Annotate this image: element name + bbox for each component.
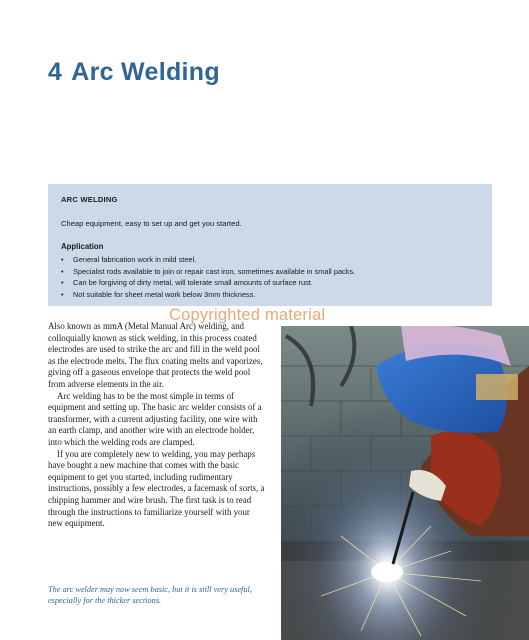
summary-box [48, 184, 492, 306]
application-item-text: Specialist rods available to join or repair cast iron, sometimes available in small packs. [73, 266, 356, 276]
body-paragraph: Also known as mmA (Metal Manual Arc) welding, and colloquially known as stick welding, in this process coated electrodes are used to strike the arc and fill in the weld pool as the electrode melts. The flux coating melts and vaporizes, giving off a gaseous envelope that protects the weld pool from adverse elements in the air. [48, 321, 263, 389]
summary-box-intro: Cheap equipment, easy to set up and get you started. [61, 219, 242, 228]
photo-caption: The arc welder may now seem basic, but it is still very useful, especially for the thicker sections. [48, 585, 252, 605]
application-item [61, 254, 480, 266]
application-list [61, 254, 480, 300]
application-item [61, 289, 480, 301]
bullet-icon: • [61, 289, 64, 299]
summary-box-title: ARC WELDING [61, 195, 118, 204]
application-heading: Application [61, 242, 104, 251]
chapter-number: 4 [48, 58, 63, 86]
copyright-watermark: Copyrighted material [169, 306, 326, 324]
bullet-icon: • [61, 278, 64, 288]
body-text [48, 321, 266, 530]
application-item-text: Can be forgiving of dirty metal, will tolerate small amounts of surface rust. [73, 278, 313, 288]
application-item [61, 277, 480, 289]
bullet-icon: • [61, 266, 64, 276]
body-paragraph: Arc welding has to be the most simple in terms of equipment and setting up. The basic arc welder consists of a transformer, with a current adjusting facility, one wire with an earth clamp, and another wire with an electrode holder, into which the welding rods are clamped. [48, 390, 262, 447]
bullet-icon: • [61, 255, 64, 264]
body-paragraph: If you are completely new to welding, you may perhaps have bought a new machine that comes with the basic equipment to get you started, including rudimentary instructions, possibly a few electrodes, a facemask of sorts, a chipping hammer and wire brush. The first task is to read through the instructions to familiarize yourself with your new equipment. [48, 448, 265, 529]
welding-photo [281, 326, 529, 640]
application-item-text: General fabrication work in mild steel. [73, 255, 197, 264]
application-item [61, 266, 480, 278]
chapter-heading [48, 58, 220, 87]
application-item-text: Not suitable for sheet metal work below 3mm thickness. [73, 289, 256, 299]
chapter-title: Arc Welding [71, 58, 220, 86]
